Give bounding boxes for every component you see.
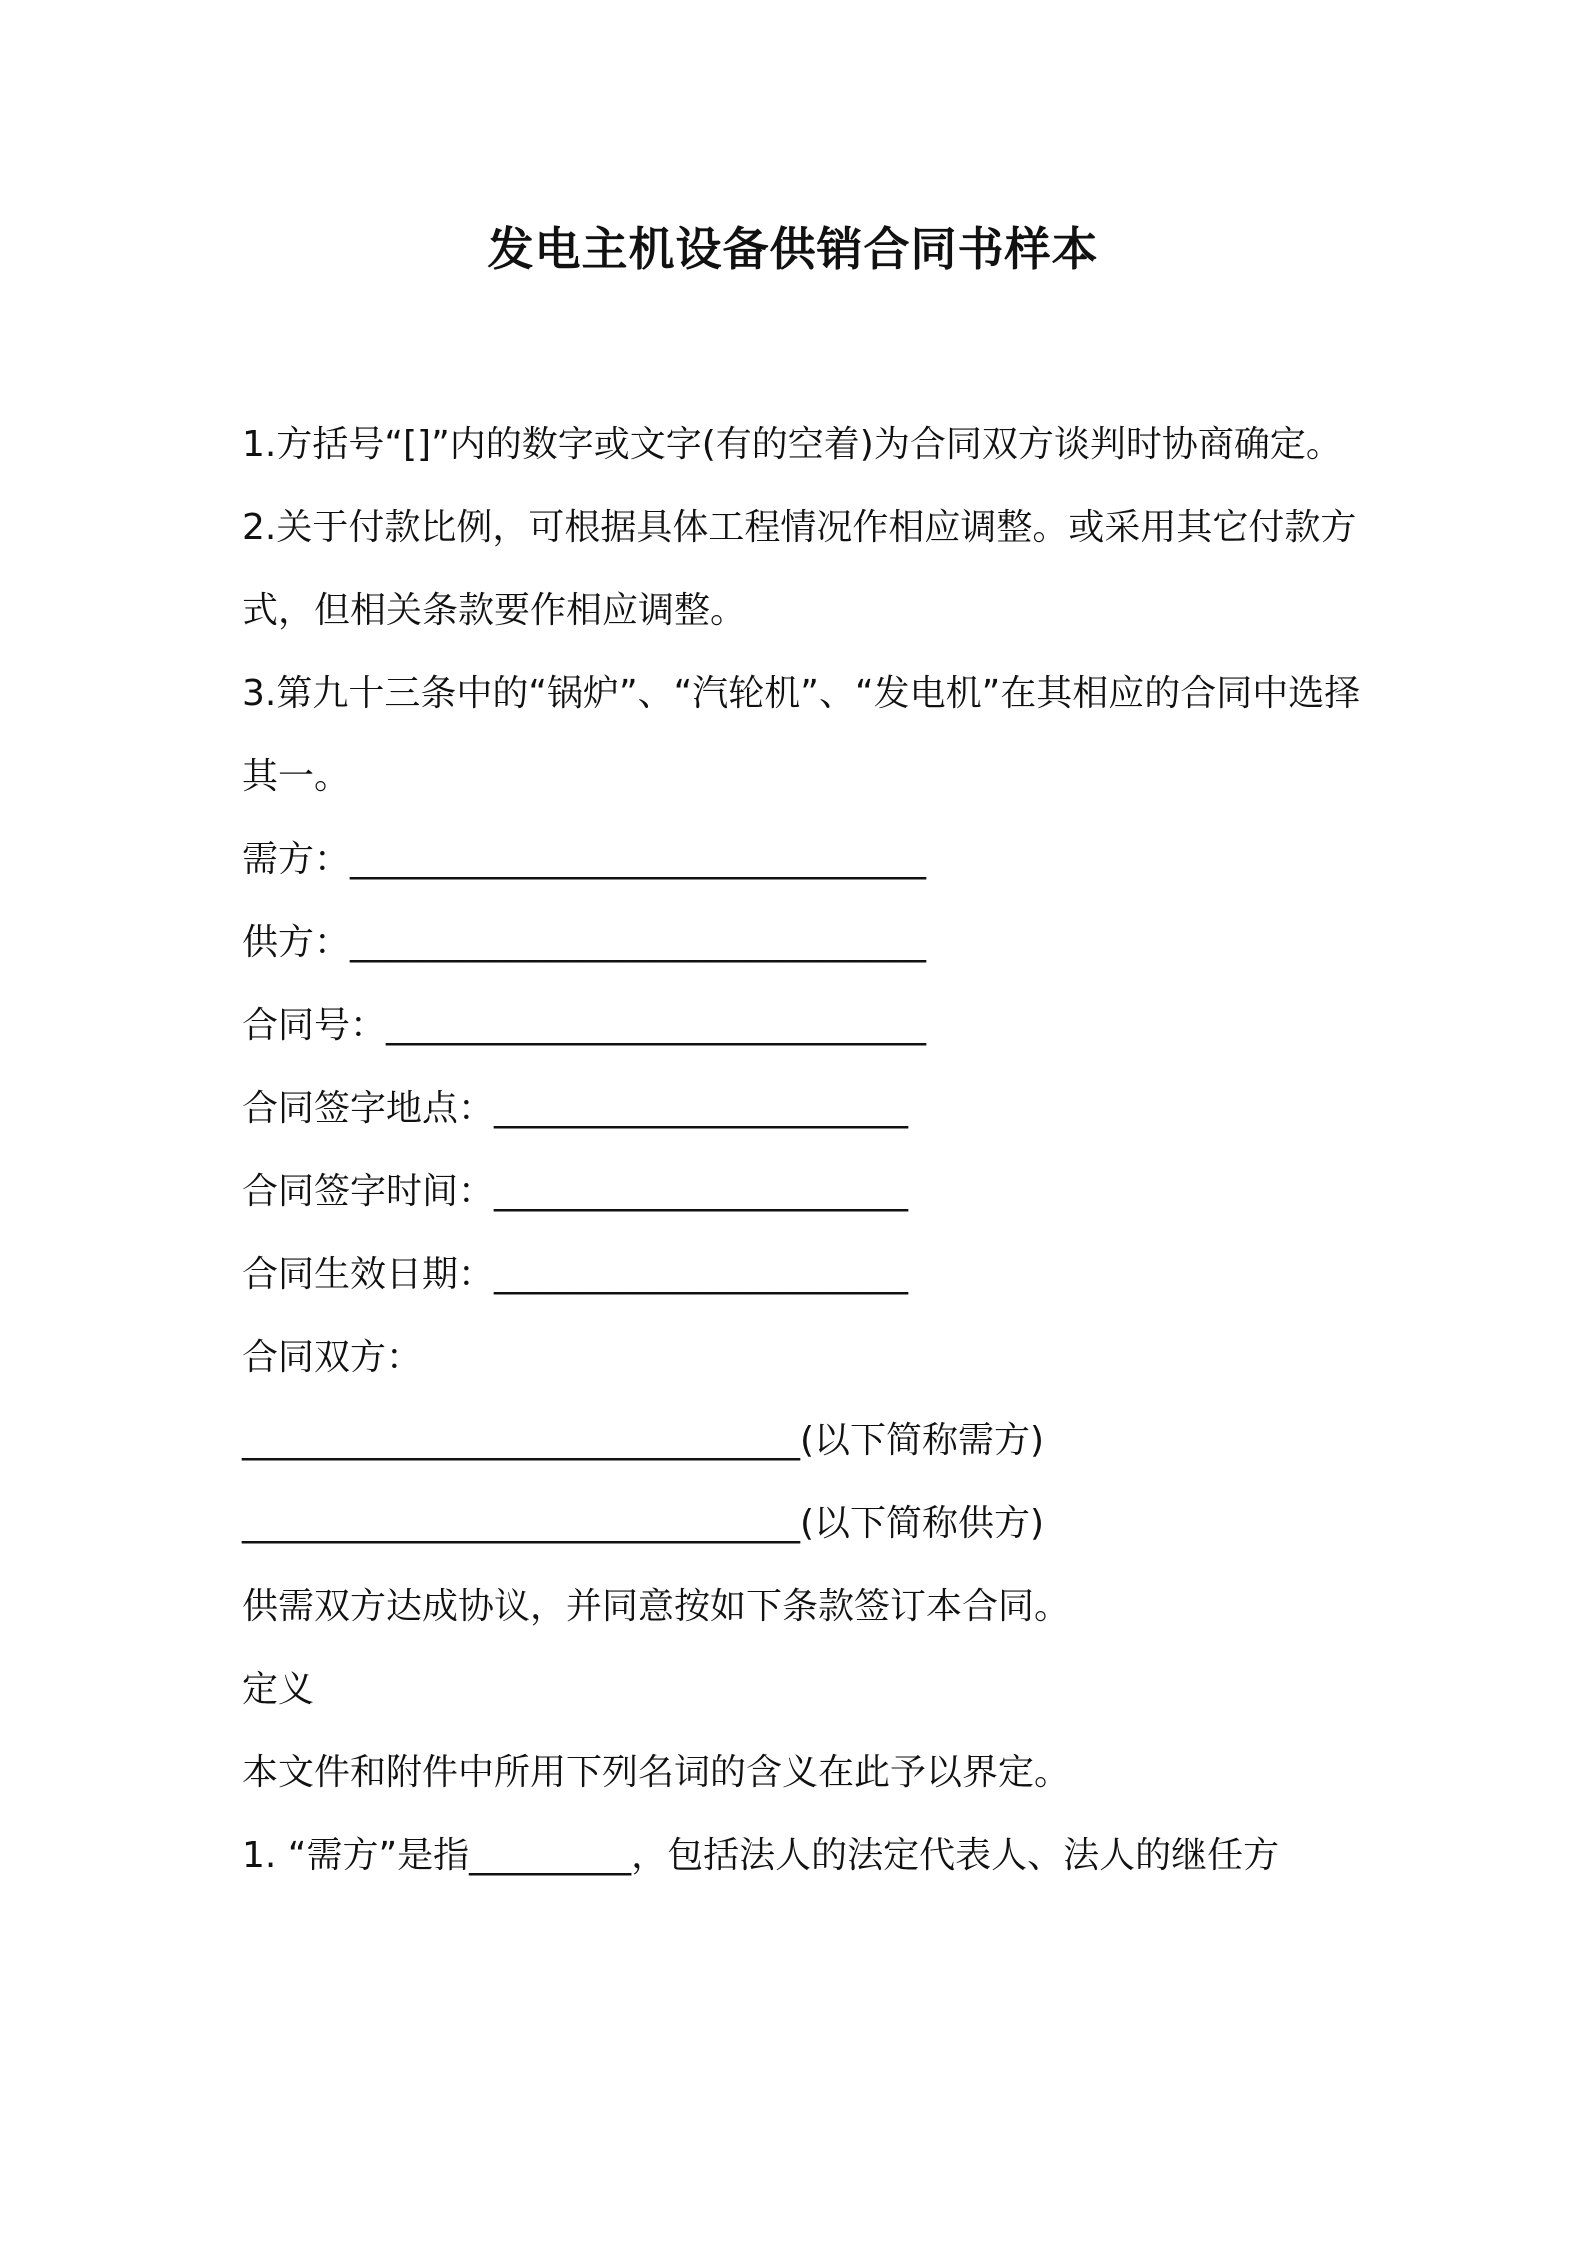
document-title: 发电主机设备供销合同书样本: [487, 222, 1099, 276]
definitions-heading: 定义: [242, 1669, 315, 1710]
buyer-party-line: _______________________________(以下简称需方): [242, 1420, 1045, 1461]
signing-time-field: 合同签字时间：_______________________: [242, 1171, 909, 1212]
parties-label: 合同双方：: [242, 1337, 423, 1378]
agreement-statement: 供需双方达成协议，并同意按如下条款签订本合同。: [242, 1586, 1071, 1627]
note-3: 3.第九十三条中的“锅炉”、“汽轮机”、“发电机”在其相应的合同中选择其一。: [242, 673, 1361, 797]
definition-1: 1. “需方”是指_________，包括法人的法定代表人、法人的继任方: [242, 1835, 1280, 1876]
note-2: 2.关于付款比例，可根据具体工程情况作相应调整。或采用其它付款方式，但相关条款要作相应调整。: [242, 507, 1357, 631]
definitions-intro: 本文件和附件中所用下列名词的含义在此予以界定。: [242, 1752, 1071, 1793]
document-body: [242, 403, 1362, 1897]
supplier-field: 供方：________________________________: [242, 922, 927, 963]
note-1: 1.方括号“[]”内的数字或文字(有的空着)为合同双方谈判时协商确定。: [242, 424, 1342, 465]
buyer-field: 需方：________________________________: [242, 839, 927, 880]
supplier-party-line: _______________________________(以下简称供方): [242, 1503, 1045, 1544]
signing-place-field: 合同签字地点：_______________________: [242, 1088, 909, 1129]
effective-date-field: 合同生效日期：_______________________: [242, 1254, 909, 1295]
contract-number-field: 合同号：______________________________: [242, 1005, 927, 1046]
